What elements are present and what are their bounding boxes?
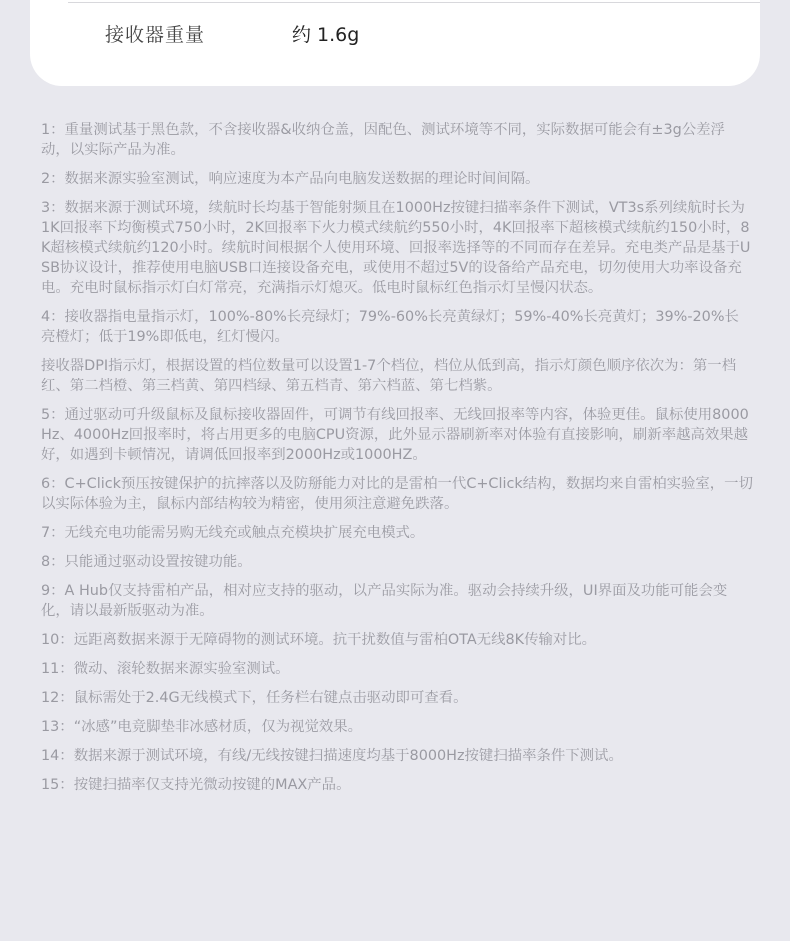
footnote-4: 4：接收器指电量指示灯，100%-80%长亮绿灯；79%-60%长亮黄绿灯；59%-40%长亮黄灯；39%-20%长亮橙灯；低于19%即低电，红灯慢闪。: [41, 309, 739, 345]
footnote-6: 6：C+Click预压按键保护的抗摔落以及防掰能力对比的是雷柏一代C+Click结构，数据均来自雷柏实验室，一切以实际体验为主，鼠标内部结构较为精密，使用须注意避免跌落。: [41, 476, 753, 512]
footnote-1: 1：重量测试基于黑色款，不含接收器&收纳仓盖，因配色、测试环境等不同，实际数据可能会有±3g公差浮动，以实际产品为准。: [41, 122, 725, 158]
divider: [68, 2, 760, 3]
spec-card: [30, 0, 760, 86]
footnote-8: 8：只能通过驱动设置按键功能。: [41, 554, 252, 570]
footnote-7: 7：无线充电功能需另购无线充或触点充模块扩展充电模式。: [41, 525, 425, 541]
footnote-3: 3：数据来源于测试环境，续航时长均基于智能射频且在1000Hz按键扫描率条件下测试，VT3s系列续航时长为1K回报率下均衡模式750小时，2K回报率下火力模式续航约550小时，4K回报率下超核模式续航约150小时，8K超核模式续航约120小时。续航时间根据个人使用环境、回报率选择等的不同而存在差异。充电类产品是基于USB协议设计，推荐使用电脑USB口连接设备充电，或使用不超过5V的设备给产品充电，切勿使用大功率设备充电。充电时鼠标指示灯白灯常亮，充满指示灯熄灭。低电时鼠标红色指示灯呈慢闪状态。: [41, 200, 751, 296]
footnote-10: 10：远距离数据来源于无障碍物的测试环境。抗干扰数值与雷柏OTA无线8K传输对比。: [41, 632, 597, 648]
footnote-13: 13：“冰感”电竞脚垫非冰感材质，仅为视觉效果。: [41, 719, 363, 735]
footnote-9: 9：A Hub仅支持雷柏产品，相对应支持的驱动，以产品实际为准。驱动会持续升级，UI界面及功能可能会变化，请以最新版驱动为准。: [41, 583, 728, 619]
footnote-2: 2：数据来源实验室测试，响应速度为本产品向电脑发送数据的理论时间间隔。: [41, 171, 540, 187]
footnote-11: 11：微动、滚轮数据来源实验室测试。: [41, 661, 290, 677]
spec-label-receiver-weight: 接收器重量: [105, 24, 206, 46]
footnote-5: 5：通过驱动可升级鼠标及鼠标接收器固件，可调节有线回报率、无线回报率等内容，体验更佳。鼠标使用8000Hz、4000Hz回报率时，将占用更多的电脑CPU资源，此外显示器刷新率对体验有直接影响，刷新率越高效果越好，如遇到卡顿情况，请调低回报率到2000Hz或1000HZ。: [41, 407, 749, 463]
footnote-4-dpi: 接收器DPI指示灯，根据设置的档位数量可以设置1-7个档位，档位从低到高，指示灯颜色顺序依次为：第一档红、第二档橙、第三档黄、第四档绿、第五档青、第六档蓝、第七档紫。: [41, 358, 737, 394]
footnote-14: 14：数据来源于测试环境，有线/无线按键扫描速度均基于8000Hz按键扫描率条件下测试。: [41, 748, 623, 764]
footnote-12: 12：鼠标需处于2.4G无线模式下，任务栏右键点击驱动即可查看。: [41, 690, 468, 706]
spec-value-receiver-weight: 约 1.6g: [292, 24, 360, 46]
footnotes: [41, 120, 753, 804]
footnote-15: 15：按键扫描率仅支持光微动按键的MAX产品。: [41, 777, 351, 793]
